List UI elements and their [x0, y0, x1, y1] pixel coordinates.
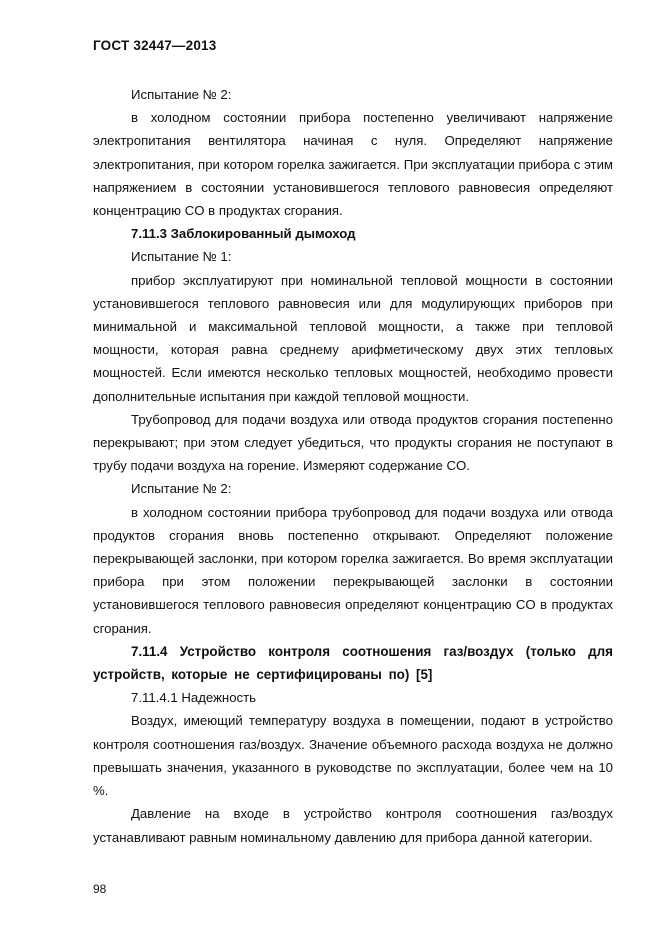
paragraph-inlet-pressure: Давление на входе в устройство контроля соотношения газ/воздух устанавливают равным номинальному давлению для прибора данной категории. [93, 806, 613, 845]
paragraph-fan-voltage: в холодном состоянии прибора постепенно увеличивают напряжение электропитания вентилятора начиная с нуля. Определяют напряжение электропитания, при котором горелка зажигается. При эксплуатации прибора с этим напряжением в состоянии установившегося теплового равновесия определяют концентрацию CO в продуктах сгорания. [93, 110, 613, 219]
page-number: 98 [93, 882, 107, 896]
section-heading-7-11-4: 7.11.4 Устройство контроля соотношения газ/воздух (только для устройств, которые не сертифицированы по) [5] [93, 643, 613, 683]
document-body [93, 83, 613, 849]
paragraph-air-supply: Воздух, имеющий температуру воздуха в помещении, подают в устройство контроля соотношения газ/воздух. Значение объемного расхода воздуха не должно превышать значения, указанного в руководстве по эксплуатации, более чем на 10 %. [93, 713, 613, 799]
paragraph-pipeline-opening: в холодном состоянии прибора трубопровод для подачи воздуха или отвода продуктов сгорания вновь постепенно открывают. Определяют положение перекрывающей заслонки, при котором горелка зажигается. Во время эксплуатации прибора при этом положении перекрывающей заслонки в состоянии установившегося теплового равновесия определяют концентрацию CO в продуктах сгорания. [93, 504, 613, 636]
subsection-heading-7-11-4-1: 7.11.4.1 Надежность [131, 690, 257, 706]
test-1-label: Испытание № 1: [131, 249, 232, 265]
paragraph-pipeline-closing: Трубопровод для подачи воздуха или отвода продуктов сгорания постепенно перекрывают; при этом следует убедиться, что продукты сгорания не поступают в трубу подачи воздуха на горение. Измеряют содержание CO. [93, 411, 613, 474]
document-header: ГОСТ 32447—2013 [93, 38, 217, 53]
test-2-label: Испытание № 2: [131, 87, 232, 102]
section-heading-7-11-3: 7.11.3 Заблокированный дымоход [131, 226, 356, 242]
paragraph-nominal-power: прибор эксплуатируют при номинальной тепловой мощности в состоянии установившегося теплового равновесия или для модулирующих приборов при минимальной и максимальной тепловой мощности, а также при тепловой мощности, которая равна среднему арифметическому двух этих тепловых мощностей. Если имеются несколько тепловых мощностей, необходимо провести дополнительные испытания при каждой тепловой мощности. [93, 272, 613, 404]
test-2-label-second: Испытание № 2: [131, 481, 232, 497]
